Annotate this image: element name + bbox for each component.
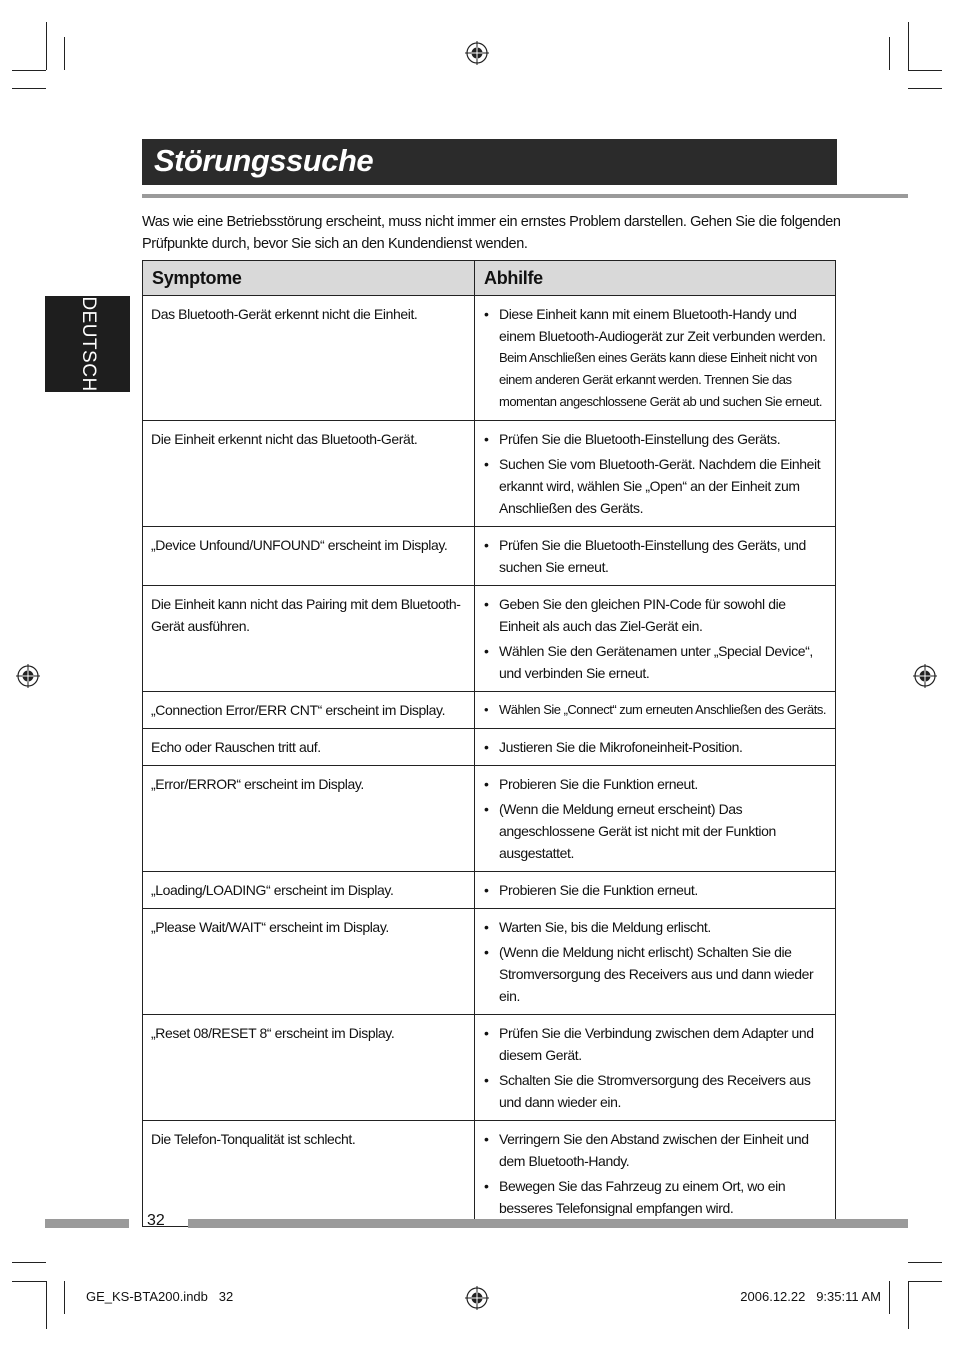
symptom-cell: Echo oder Rauschen tritt auf.	[143, 729, 475, 766]
table-row	[143, 729, 836, 766]
remedy-cell	[475, 729, 836, 766]
symptom-cell: „Loading/LOADING“ erscheint im Display.	[143, 872, 475, 909]
table-row	[143, 421, 836, 527]
crop-mark	[908, 1262, 942, 1263]
remedy-item: • Justieren Sie die Mikrofoneinheit-Position.	[499, 736, 827, 758]
symptom-cell: „Reset 08/RESET 8“ erscheint im Display.	[143, 1015, 475, 1121]
crop-mark	[64, 37, 65, 70]
symptom-cell: „Error/ERROR“ erscheint im Display.	[143, 766, 475, 872]
remedy-item: • (Wenn die Meldung erneut erscheint) Das angeschlossene Gerät ist nicht mit der Funktion ausgestattet.	[499, 798, 827, 864]
remedy-cell	[475, 527, 836, 586]
symptom-cell: Die Telefon-Tonqualität ist schlecht.	[143, 1121, 475, 1227]
page-title-bar	[142, 139, 837, 185]
registration-mark-icon	[465, 41, 489, 65]
remedy-cell	[475, 1015, 836, 1121]
remedy-item: • Probieren Sie die Funktion erneut.	[499, 773, 827, 795]
remedy-item: • Prüfen Sie die Verbindung zwischen dem Adapter und diesem Gerät.	[499, 1022, 827, 1066]
remedy-cell	[475, 872, 836, 909]
symptom-cell: Die Einheit kann nicht das Pairing mit dem Bluetooth-Gerät ausführen.	[143, 586, 475, 692]
remedy-cell	[475, 1121, 836, 1227]
crop-mark	[908, 70, 942, 71]
crop-mark	[64, 1281, 65, 1314]
remedy-note: Beim Anschließen eines Geräts kann diese Einheit nicht von einem anderen Gerät erkannt werden. Trennen Sie das momentan angeschlossene Gerät ab und suchen Sie erneut.	[499, 350, 823, 409]
footer-bar-left	[45, 1219, 129, 1228]
remedy-cell	[475, 692, 836, 729]
remedy-item: • Probieren Sie die Funktion erneut.	[499, 879, 827, 901]
remedy-cell	[475, 296, 836, 421]
registration-mark-icon	[465, 1286, 489, 1310]
remedy-item: • Prüfen Sie die Bluetooth-Einstellung des Geräts.	[499, 428, 827, 450]
crop-mark	[908, 1281, 909, 1329]
table-row	[143, 1121, 836, 1227]
language-tab	[45, 296, 130, 392]
table-row	[143, 586, 836, 692]
crop-mark	[12, 70, 46, 71]
symptom-cell: „Connection Error/ERR CNT“ erscheint im Display.	[143, 692, 475, 729]
intro-paragraph: Was wie eine Betriebsstörung erscheint, muss nicht immer ein ernstes Problem darstellen. Gehen Sie die folgenden Prüfpunkte durch, bevor Sie sich an den Kundendienst wenden.	[142, 214, 841, 252]
registration-mark-icon	[16, 664, 40, 688]
symptom-cell: Das Bluetooth-Gerät erkennt nicht die Einheit.	[143, 296, 475, 421]
column-header-symptoms: Symptome	[143, 261, 475, 296]
slug-file-info: GE_KS-BTA200.indb 32	[86, 1289, 234, 1304]
remedy-item: • Wählen Sie den Gerätenamen unter „Special Device“, und verbinden Sie erneut.	[499, 640, 827, 684]
remedy-cell	[475, 909, 836, 1015]
remedy-cell	[475, 586, 836, 692]
crop-mark	[908, 1281, 942, 1282]
table-row	[143, 766, 836, 872]
remedy-cell	[475, 421, 836, 527]
table-header-row	[143, 261, 836, 296]
remedy-item: • Prüfen Sie die Bluetooth-Einstellung des Geräts, und suchen Sie erneut.	[499, 534, 827, 578]
page-title: Störungssuche	[154, 143, 374, 178]
table-row	[143, 296, 836, 421]
crop-mark	[889, 37, 890, 70]
crop-mark	[46, 22, 47, 70]
remedy-item: • Schalten Sie die Stromversorgung des Receivers aus und dann wieder ein.	[499, 1069, 827, 1113]
table-row	[143, 1015, 836, 1121]
title-rule	[142, 194, 908, 198]
crop-mark	[12, 1281, 46, 1282]
table-row	[143, 692, 836, 729]
language-tab-label: DEUTSCH	[77, 296, 99, 392]
slug-timestamp: 2006.12.22 9:35:11 AM	[740, 1289, 881, 1304]
table-row	[143, 872, 836, 909]
registration-mark-icon	[913, 664, 937, 688]
crop-mark	[46, 1281, 47, 1329]
crop-mark	[12, 88, 46, 89]
remedy-item: • Suchen Sie vom Bluetooth-Gerät. Nachdem die Einheit erkannt wird, wählen Sie „Open“ an der Einheit zum Anschließen des Geräts.	[499, 453, 827, 519]
crop-mark	[908, 22, 909, 70]
remedy-item: • Diese Einheit kann mit einem Bluetooth-Handy und einem Bluetooth-Audiogerät zur Zeit verbunden werden.	[499, 303, 827, 347]
remedy-item: • Wählen Sie „Connect“ zum erneuten Anschließen des Geräts.	[499, 699, 827, 721]
table-row	[143, 527, 836, 586]
crop-mark	[12, 1262, 46, 1263]
symptom-cell: „Device Unfound/UNFOUND“ erscheint im Display.	[143, 527, 475, 586]
table-row	[143, 909, 836, 1015]
symptom-cell: Die Einheit erkennt nicht das Bluetooth-Gerät.	[143, 421, 475, 527]
footer-bar-right	[188, 1219, 908, 1228]
remedy-item: • Verringern Sie den Abstand zwischen der Einheit und dem Bluetooth-Handy.	[499, 1128, 827, 1172]
page-number: 32	[147, 1212, 165, 1229]
crop-mark	[889, 1281, 890, 1314]
symptom-cell: „Please Wait/WAIT“ erscheint im Display.	[143, 909, 475, 1015]
remedy-item: • Warten Sie, bis die Meldung erlischt.	[499, 916, 827, 938]
remedy-item: • (Wenn die Meldung nicht erlischt) Schalten Sie die Stromversorgung des Receivers aus und dann wieder ein.	[499, 941, 827, 1007]
remedy-item: • Geben Sie den gleichen PIN-Code für sowohl die Einheit als auch das Ziel-Gerät ein.	[499, 593, 827, 637]
troubleshooting-table	[142, 260, 836, 1227]
remedy-cell	[475, 766, 836, 872]
column-header-remedy: Abhilfe	[475, 261, 836, 296]
crop-mark	[908, 88, 942, 89]
remedy-item: • Bewegen Sie das Fahrzeug zu einem Ort, wo ein besseres Telefonsignal empfangen wird.	[499, 1175, 827, 1219]
